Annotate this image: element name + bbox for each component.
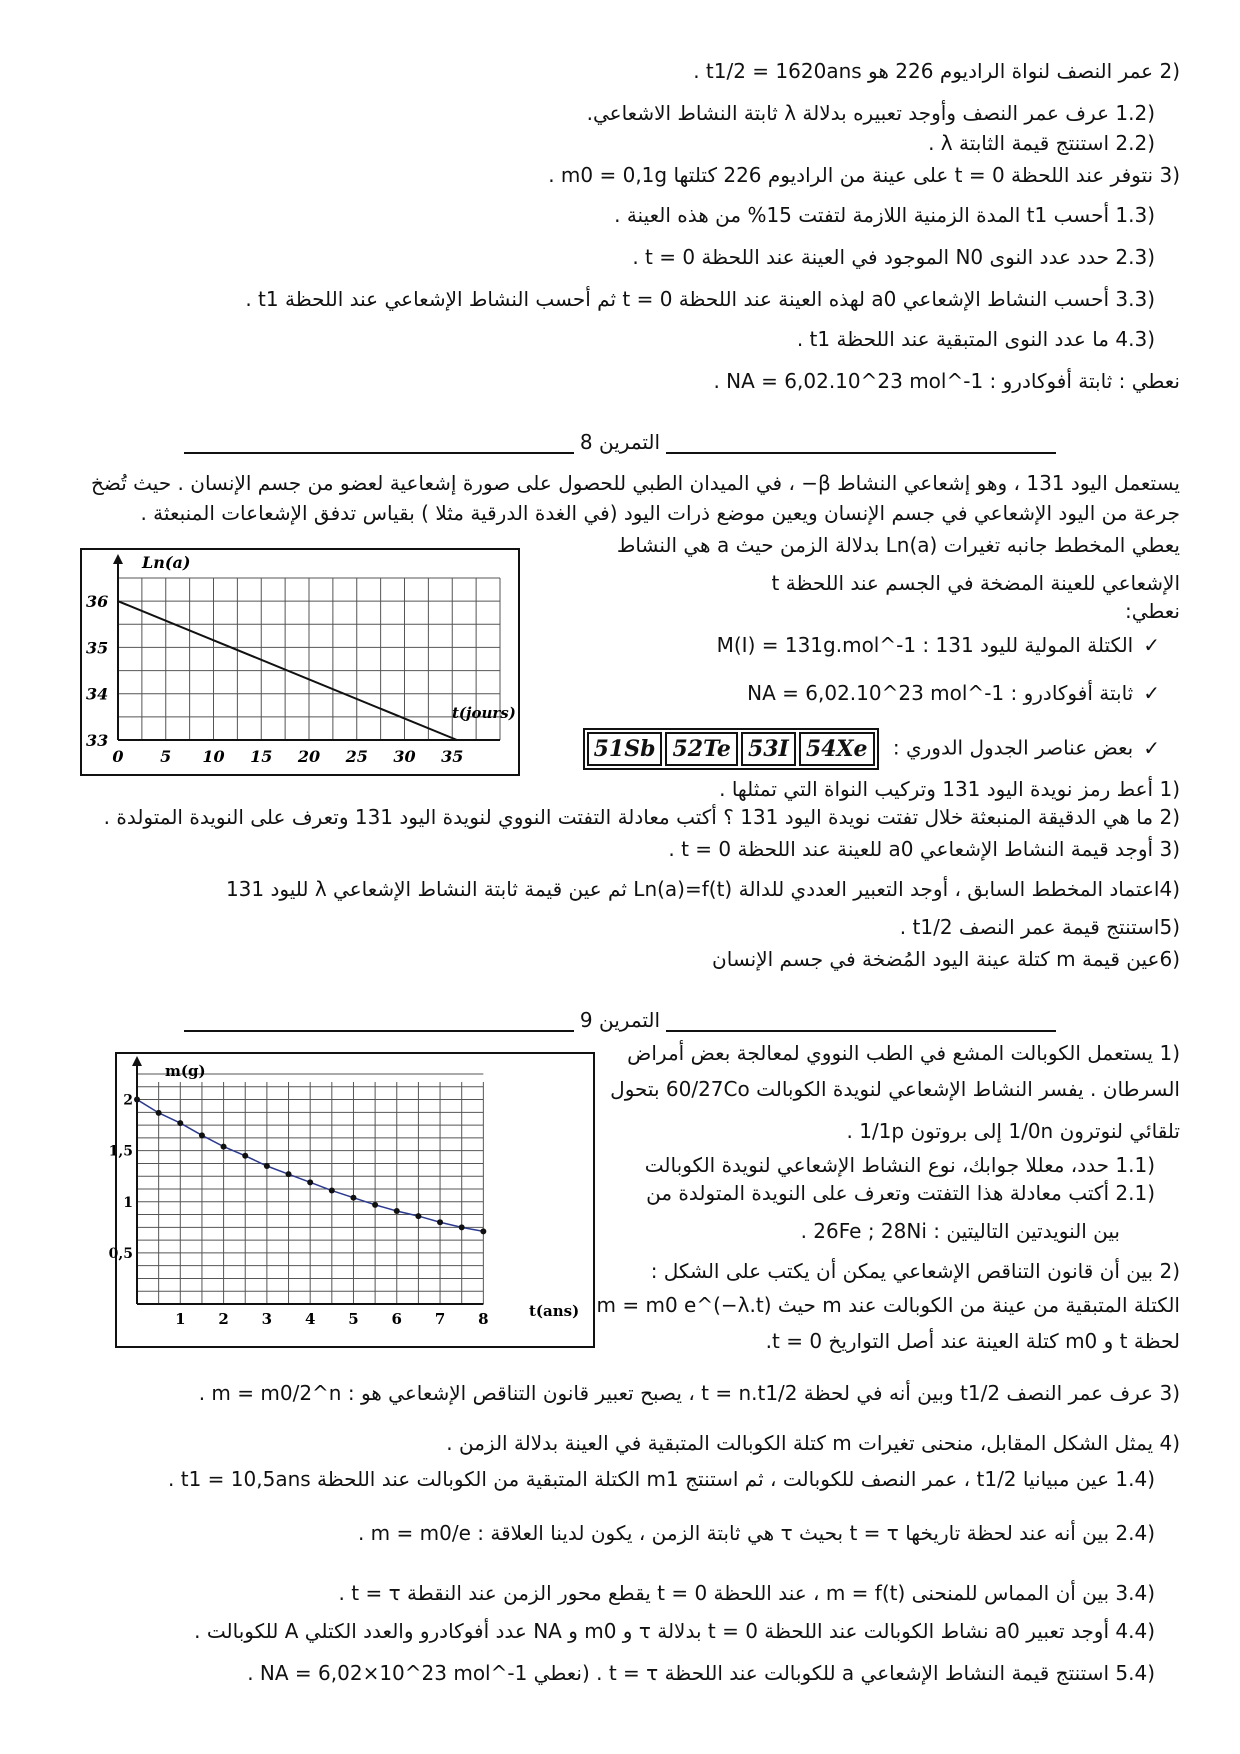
data-point <box>242 1153 248 1159</box>
ex8-q1: (1 أعط رمز نويدة اليود 131 وتركيب النواة التي تمثلها . <box>719 777 1180 801</box>
mass-decay-chart <box>108 1052 595 1348</box>
data-point <box>459 1224 465 1230</box>
ex9-q4-2: (2.4 بين أنه عند لحظة تاريخها t = τ بحيث τ هي ثابتة الزمن ، يكون لدينا العلاقة : m = m0/e . <box>357 1521 1155 1545</box>
data-point <box>199 1132 205 1138</box>
ex9-q1-2b: بين النويدتين التاليتين : 26Fe ; 28Ni . <box>800 1219 1120 1243</box>
data-point <box>307 1179 313 1185</box>
ex7-q3-1: (1.3 أحسب t1 المدة الزمنية اللازمة لتفتت 15% من هذه العينة . <box>614 203 1155 227</box>
chart-xlabel: t(ans) <box>529 1302 580 1320</box>
periodic-table-excerpt <box>583 728 879 770</box>
ex7-given: نعطي : ثابتة أفوكادرو : NA = 6,02.10^23 mol^-1 . <box>713 369 1180 393</box>
data-point <box>350 1195 356 1201</box>
ex8-q2: (2 ما هي الدقيقة المنبعثة خلال تفتت نويدة اليود 131 ؟ أكتب معادلة التفتت النووي لنويدة اليود 131 وتعرف على النويدة المتولدة . <box>103 805 1180 829</box>
element-te: 52Te <box>665 732 737 766</box>
x-tick-label: 8 <box>478 1310 489 1328</box>
x-tick-label: 1 <box>175 1310 186 1328</box>
ex8-given-2: ✓ثابتة أفوكادرو : NA = 6,02.10^23 mol^-1 <box>747 681 1160 705</box>
check-icon: ✓ <box>1143 681 1160 705</box>
ex9-q2a: (2 بين أن قانون التناقص الإشعاعي يمكن أن يكتب على الشكل : <box>650 1259 1180 1283</box>
ex7-q2-2: (2.2 استنتج قيمة الثابتة λ . <box>928 131 1155 155</box>
ex8-q4: (4اعتماد المخطط السابق ، أوجد التعبير العددي للدالة Ln(a)=f(t) ثم عين قيمة ثابتة النشاط الإشعاعي λ لليود 131 <box>225 877 1180 901</box>
ex9-q1b: السرطان . يفسر النشاط الإشعاعي لنويدة الكوبالت 60/27Co بتحول <box>610 1077 1180 1101</box>
y-tick-label: 35 <box>86 638 109 658</box>
ex9-q2c: لحظة t و m0 كتلة العينة عند أصل التواريخ t = 0. <box>765 1329 1180 1353</box>
ex8-given-label: نعطي: <box>1124 599 1180 623</box>
x-tick-label: 15 <box>250 747 273 766</box>
ex8-intro-4: الإشعاعي للعينة المضخة في الجسم عند اللحظة t <box>771 571 1180 595</box>
ex7-q3-3: (3.3 أحسب النشاط الإشعاعي a0 لهذه العينة عند اللحظة t = 0 ثم أحسب النشاط الإشعاعي عند اللحظة t1 . <box>245 287 1155 311</box>
ex9-q4-3: (3.4 بين أن المماس للمنحنى m = f(t) ، عند اللحظة t = 0 يقطع محور الزمن عند النقطة t = τ . <box>338 1581 1155 1605</box>
x-tick-label: 10 <box>202 747 225 766</box>
check-icon: ✓ <box>1143 633 1160 657</box>
y-tick-label: 0,5 <box>108 1245 133 1262</box>
x-tick-label: 5 <box>160 747 172 766</box>
ex8-q3: (3 أوجد قيمة النشاط الإشعاعي a0 للعينة عند اللحظة t = 0 . <box>668 837 1180 861</box>
x-tick-label: 2 <box>218 1310 229 1328</box>
data-point <box>372 1202 378 1208</box>
x-tick-label: 20 <box>297 747 321 766</box>
x-tick-label: 30 <box>393 747 416 766</box>
element-i: 53I <box>741 732 796 766</box>
ex8-given-3: ✓بعض عناصر الجدول الدوري : 51Sb 52Te 53I 54Xe <box>583 728 1160 770</box>
title-rule <box>184 1030 574 1032</box>
y-tick-label: 36 <box>86 592 109 612</box>
x-tick-label: 6 <box>391 1310 402 1328</box>
title-rule <box>184 452 574 454</box>
ex8-intro-2: جرعة من اليود الإشعاعي في جسم الإنسان ويعين موضع ذرات اليود (في الغدة الدرقية مثلا ) بقياس تدفق الإشعاعات المنبعثة . <box>140 501 1180 525</box>
ex9-q1c: تلقائي لنوترون 1/0n إلى بروتون 1/1p . <box>846 1119 1180 1143</box>
data-point <box>221 1144 227 1150</box>
ex7-q3: (3 نتوفر عند اللحظة t = 0 على عينة من الراديوم 226 كتلتها m0 = 0,1g . <box>548 163 1180 187</box>
x-tick-label: 0 <box>112 747 124 766</box>
ex9-title: التمرين 9 <box>579 1008 661 1032</box>
ex9-q4-1: (1.4 عين مبيانيا t1/2 ، عمر النصف للكوبالت ، ثم استنتج m1 الكتلة المتبقية من الكوبالت عند اللحظة t1 = 10,5ans . <box>168 1467 1155 1491</box>
title-rule <box>666 1030 1056 1032</box>
chart-frame <box>81 549 519 775</box>
ex7-q3-2: (2.3 حدد عدد النوى N0 الموجود في العينة عند اللحظة t = 0 . <box>632 245 1155 269</box>
chart-xlabel: t(jours) <box>452 704 516 722</box>
data-point <box>480 1228 486 1234</box>
ex9-title-row <box>180 1008 1060 1032</box>
ex8-intro-1: يستعمل اليود 131 ، وهو إشعاعي النشاط β− ، في الميدان الطبي للحصول على صورة إشعاعية لعضو من جسم الإنسان . حيث تُضخ <box>90 471 1180 495</box>
ex8-q6: (6عين قيمة m كتلة عينة اليود المُضخة في جسم الإنسان <box>712 947 1180 971</box>
ex8-given-1: ✓الكتلة المولية لليود 131 : M(I) = 131g.mol^-1 <box>716 633 1160 657</box>
element-xe: 54Xe <box>799 732 875 766</box>
data-point <box>437 1219 443 1225</box>
chart-ylabel: m(g) <box>165 1062 206 1080</box>
ex8-title: التمرين 8 <box>579 430 661 454</box>
element-sb: 51Sb <box>587 732 663 766</box>
y-tick-label: 33 <box>86 731 109 750</box>
ex7-q3-4: (4.3 ما عدد النوى المتبقية عند اللحظة t1 . <box>796 327 1155 351</box>
x-tick-label: 4 <box>304 1310 316 1328</box>
title-rule <box>666 452 1056 454</box>
data-point <box>177 1120 183 1126</box>
ex9-q3: (3 عرف عمر النصف t1/2 وبين أنه في لحظة t = n.t1/2 ، يصبح تعبير قانون التناقص الإشعاعي هو : m = m0/2^n . <box>198 1381 1180 1405</box>
ex8-q5: (5استنتج قيمة عمر النصف t1/2 . <box>899 915 1180 939</box>
ex8-title-row <box>180 430 1060 454</box>
data-point <box>329 1188 335 1194</box>
data-point <box>394 1208 400 1214</box>
y-tick-label: 1 <box>123 1194 133 1211</box>
x-tick-label: 5 <box>348 1310 359 1328</box>
ex7-q2-1: (1.2 عرف عمر النصف وأوجد تعبيره بدلالة λ ثابتة النشاط الاشعاعي. <box>586 101 1155 125</box>
y-tick-label: 1,5 <box>108 1143 133 1160</box>
data-point <box>156 1110 162 1116</box>
x-tick-label: 25 <box>345 747 368 766</box>
ex9-q4-5: (5.4 استنتج قيمة النشاط الإشعاعي a للكوبالت عند اللحظة t = τ . (نعطي NA = 6,02×10^23 mol^-1 . <box>247 1661 1155 1685</box>
ex9-q2b: m = m0 e^(−λ.t) حيث m الكتلة المتبقية من عينة من الكوبالت عند <box>596 1293 1180 1317</box>
ex9-q4: (4 يمثل الشكل المقابل، منحنى تغيرات m كتلة الكوبالت المتبقية في العينة بدلالة الزمن . <box>446 1431 1180 1455</box>
check-icon: ✓ <box>1143 735 1160 760</box>
data-point <box>415 1213 421 1219</box>
ex8-intro-3: يعطي المخطط جانبه تغيرات Ln(a) بدلالة الزمن حيث a هي النشاط <box>616 533 1180 557</box>
ln-a-chart <box>80 548 520 776</box>
ex7-q2: (2 عمر النصف لنواة الراديوم 226 هو t1/2 = 1620ans . <box>693 59 1180 83</box>
x-tick-label: 7 <box>434 1310 446 1328</box>
ex9-q1-2: (2.1 أكتب معادلة هذا التفتت وتعرف على النويدة المتولدة من <box>646 1181 1155 1205</box>
y-tick-label: 34 <box>86 684 109 704</box>
ex9-q1a: (1 يستعمل الكوبالت المشع في الطب النووي لمعالجة بعض أمراض <box>627 1041 1180 1065</box>
y-tick-label: 2 <box>123 1092 133 1109</box>
data-point <box>134 1097 140 1103</box>
x-tick-label: 3 <box>261 1310 273 1328</box>
ex9-q4-4: (4.4 أوجد تعبير a0 نشاط الكوبالت عند اللحظة t = 0 بدلالة τ و m0 و NA عدد أفوكادرو والعدد الكتلي A للكوبالت . <box>194 1619 1155 1643</box>
data-point <box>286 1171 292 1177</box>
chart-ylabel: Ln(a) <box>142 553 191 572</box>
data-point <box>264 1163 270 1169</box>
x-tick-label: 35 <box>441 747 464 766</box>
ex9-q1-1: (1.1 حدد، معللا جوابك، نوع النشاط الإشعاعي لنويدة الكوبالت <box>644 1153 1155 1177</box>
